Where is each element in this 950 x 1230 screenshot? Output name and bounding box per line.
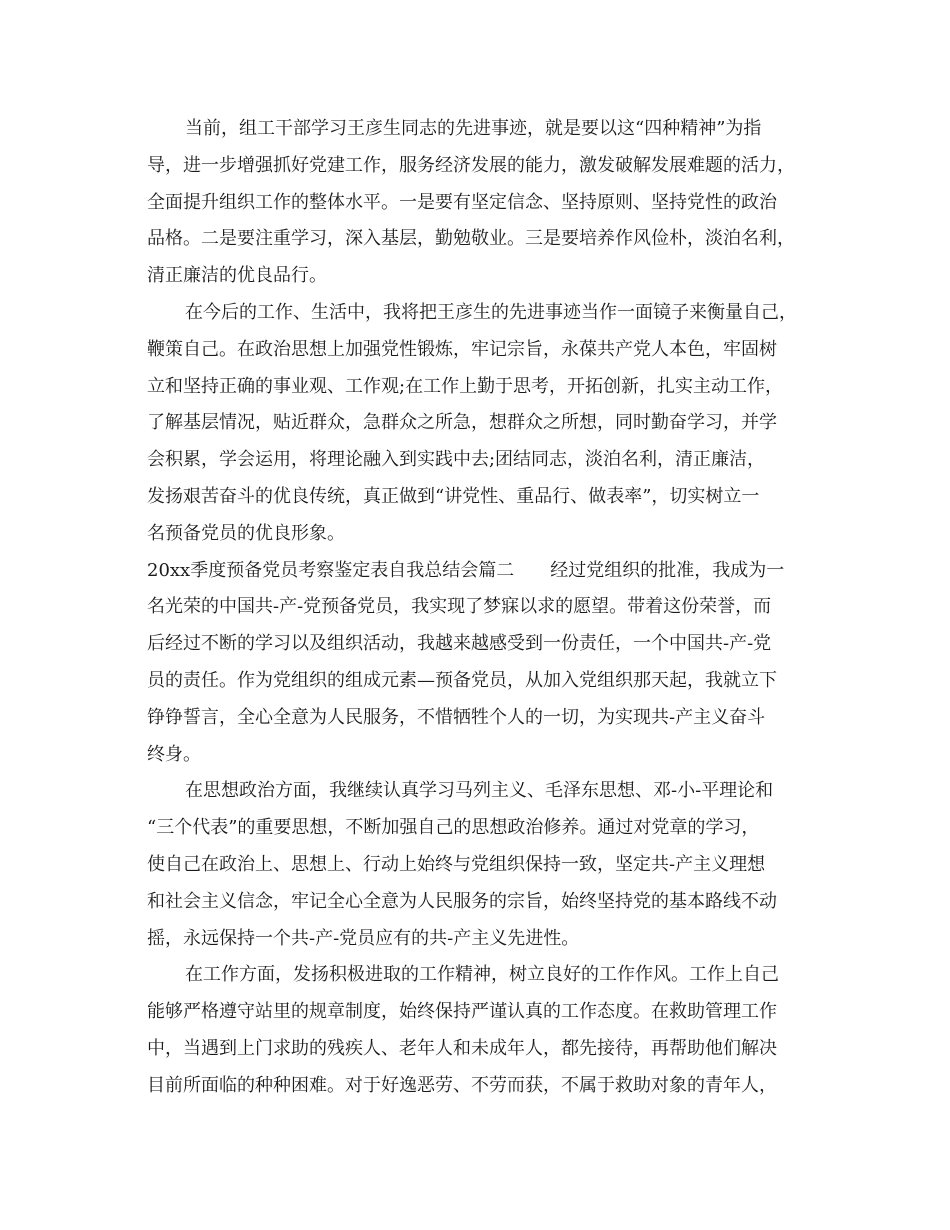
text-line: 铮铮誓言，全心全意为人民服务，不惜牺牲个人的一切，为实现共-产主义奋斗 (147, 706, 766, 728)
document-body (147, 111, 813, 1105)
text-line: 名预备党员的优良形象。 (147, 522, 345, 544)
text-line: 和社会主义信念，牢记全心全意为人民服务的宗旨，始终坚持党的基本路线不动 (147, 890, 777, 912)
text-line: 发扬艰苦奋斗的优良传统，真正做到“讲党性、重品行、做表率”，切实树立一 (147, 485, 760, 507)
text-line: 导，进一步增强抓好党建工作，服务经济发展的能力，激发破解发展难题的活力， (147, 154, 795, 176)
text-line: 名光荣的中国共-产-党预备党员，我实现了梦寐以求的愿望。带着这份荣誉，而 (147, 596, 772, 618)
text-line: 终身。 (147, 743, 201, 765)
text-line: 全面提升组织工作的整体水平。一是要有坚定信念、坚持原则、坚持党性的政治 (147, 191, 777, 213)
text-line: 会积累，学会运用，将理论融入到实践中去;团结同志，淡泊名利，清正廉洁， (147, 449, 766, 471)
text-line: 目前所面临的种种困难。对于好逸恶劳、不劳而获，不属于救助对象的青年人， (147, 1074, 777, 1096)
text-line: 在工作方面，发扬积极进取的工作精神，树立良好的工作作风。工作上自己 (185, 964, 779, 986)
text-line: 清正廉洁的优良品行。 (147, 265, 327, 287)
text-line: 摇，永远保持一个共-产-党员应有的共-产主义先进性。 (147, 927, 580, 949)
text-line: 在思想政治方面，我继续认真学习马列主义、毛泽东思想、邓-小-平理论和 (185, 780, 774, 802)
text-line: 后经过不断的学习以及组织活动，我越来越感受到一份责任，一个中国共-产-党 (147, 633, 772, 655)
text-line: 品格。二是要注重学习，深入基层，勤勉敬业。三是要培养作风俭朴，淡泊名利， (147, 228, 795, 250)
text-line: 立和坚持正确的事业观、工作观;在工作上勤于思考，开拓创新，扎实主动工作， (147, 375, 784, 397)
text-line: 能够严格遵守站里的规章制度，始终保持严谨认真的工作态度。在救助管理工作 (147, 1001, 777, 1023)
text-line: 在今后的工作、生活中，我将把王彦生的先进事迹当作一面镜子来衡量自己， (185, 301, 797, 323)
text-line: “三个代表”的重要思想，不断加强自己的思想政治修养。通过对党章的学习， (147, 817, 760, 839)
text-line: 鞭策自己。在政治思想上加强党性锻炼，牢记宗旨，永葆共产党人本色，牢固树 (147, 338, 777, 360)
text-line: 使自己在政治上、思想上、行动上始终与党组织保持一致，坚定共-产主义理想 (147, 853, 766, 875)
text-line: 了解基层情况，贴近群众，急群众之所急，想群众之所想，同时勤奋学习，并学 (147, 412, 777, 434)
text-line: 20xx季度预备党员考察鉴定表自我总结会篇二 经过党组织的批准，我成为一 (147, 559, 785, 581)
text-line: 中，当遇到上门求助的残疾人、老年人和未成年人，都先接待，再帮助他们解决 (147, 1037, 777, 1059)
text-line: 员的责任。作为党组织的组成元素—预备党员，从加入党组织那天起，我就立下 (147, 669, 777, 691)
text-line: 当前，组工干部学习王彦生同志的先进事迹，就是要以这“四种精神”为指 (185, 118, 762, 139)
